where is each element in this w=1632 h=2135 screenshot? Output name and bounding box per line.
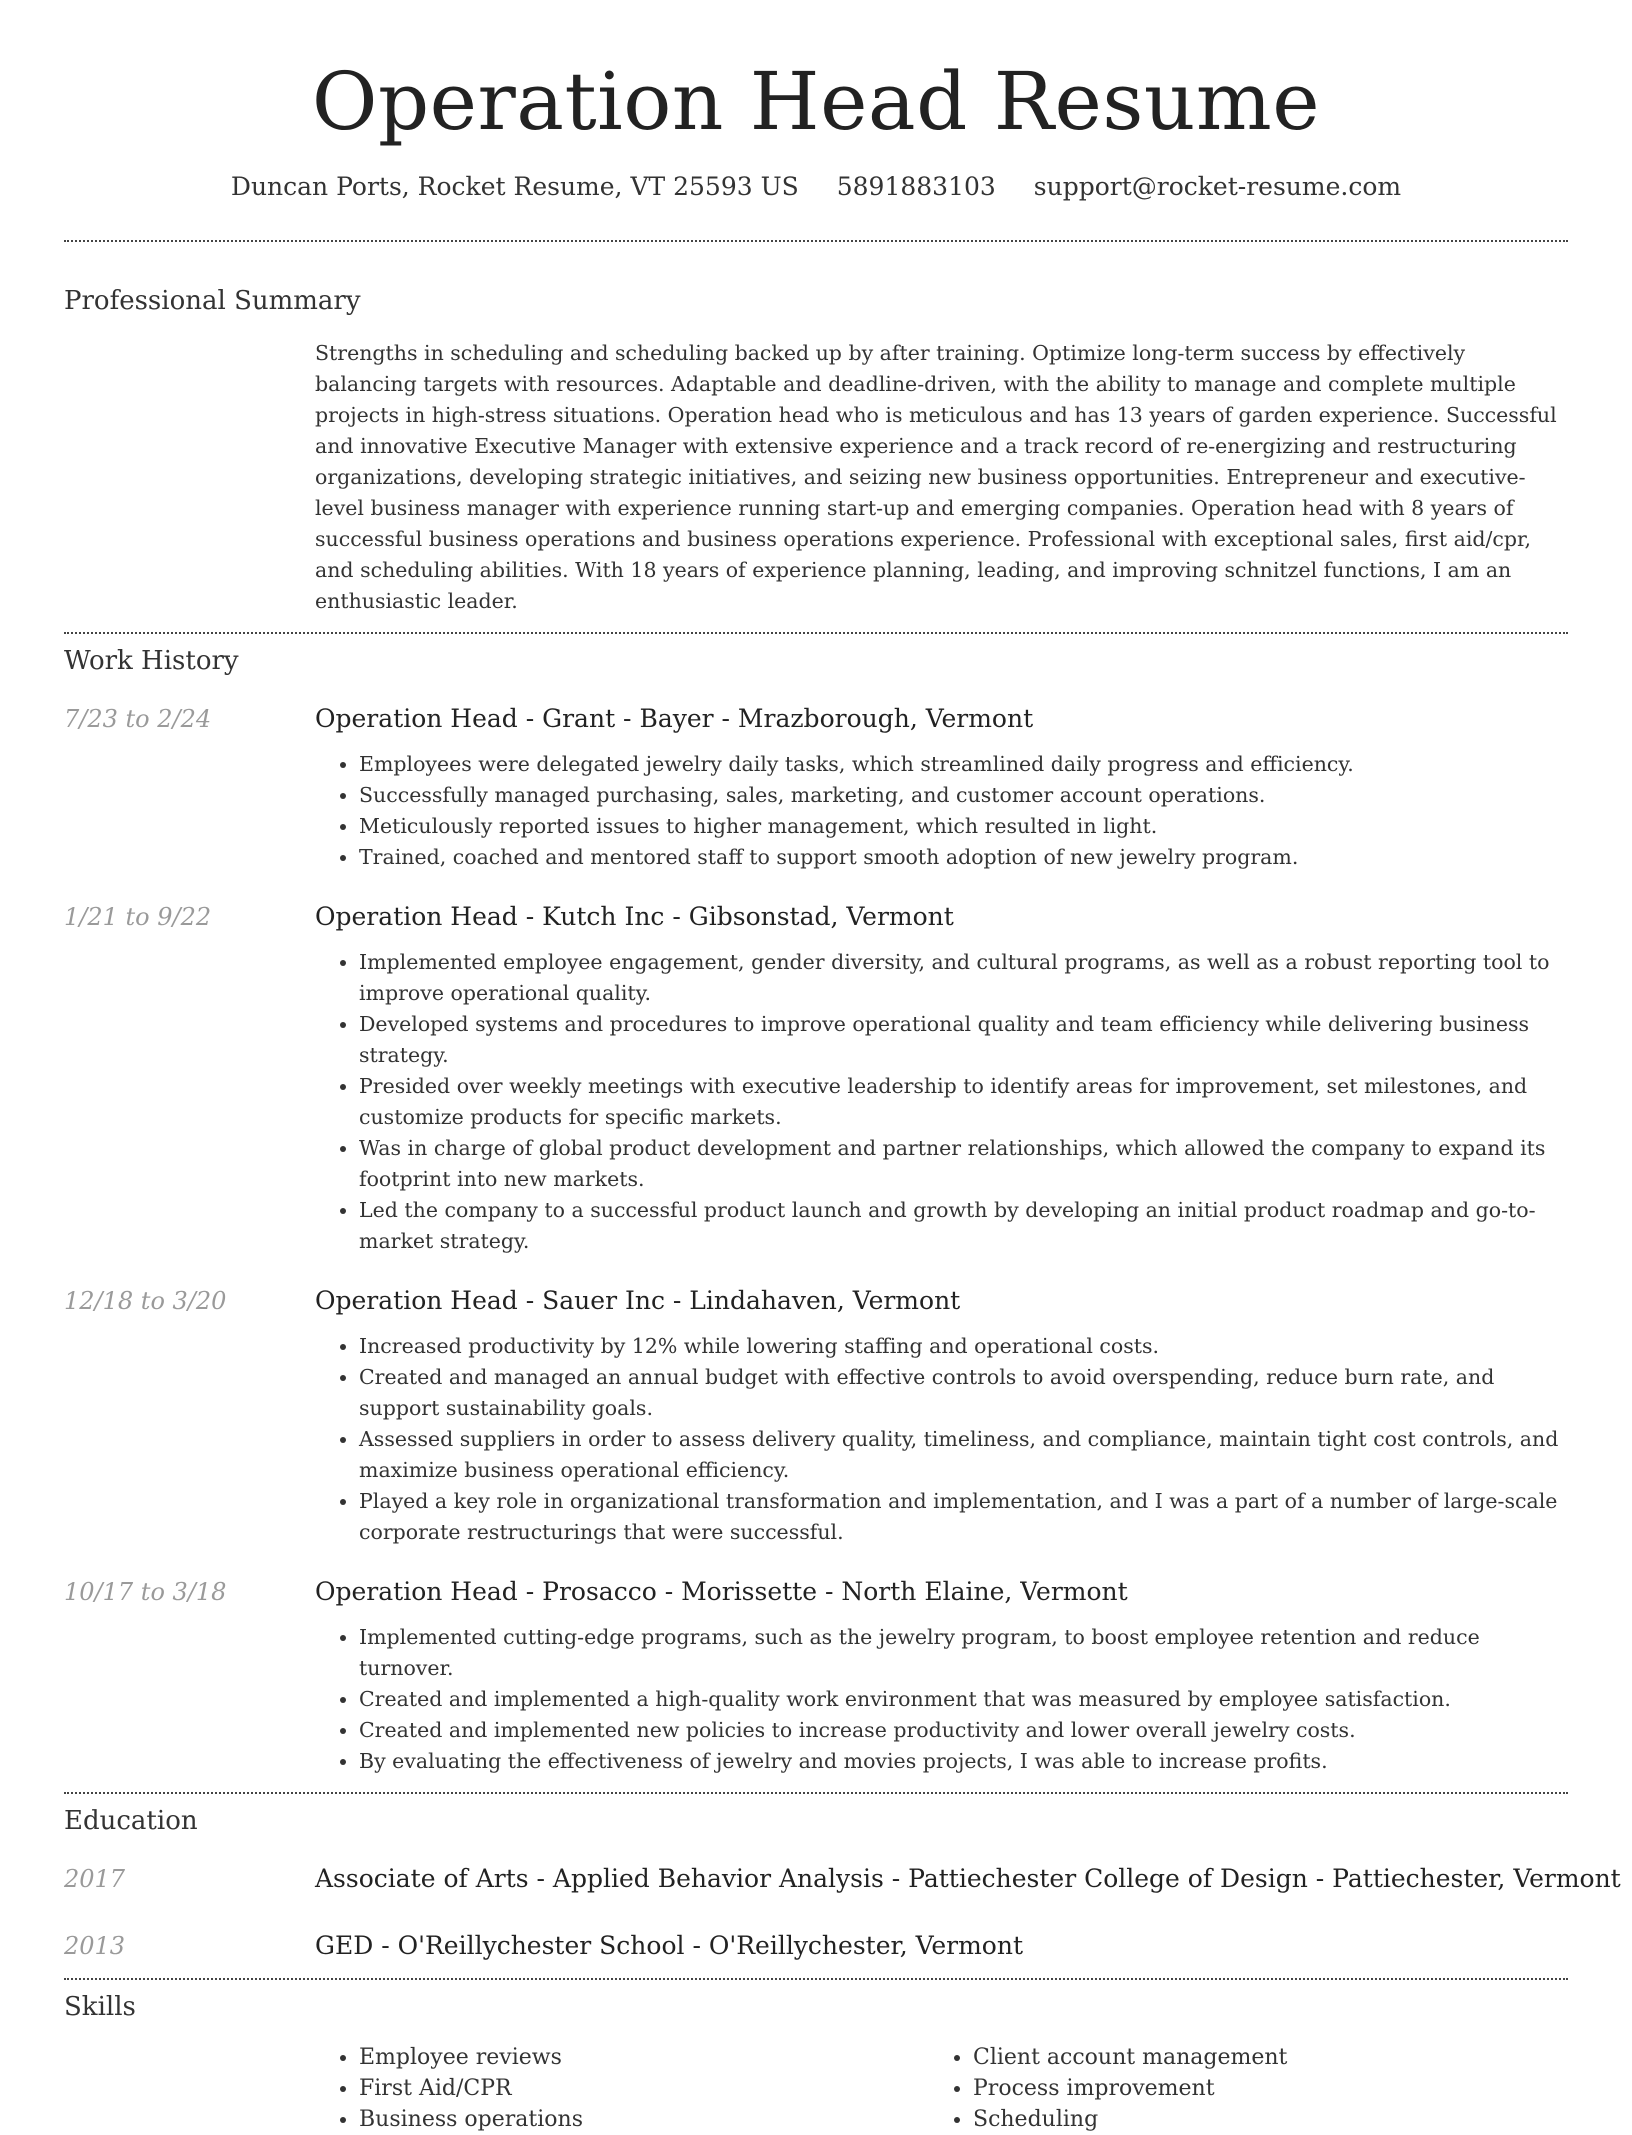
education-date: 2013 (64, 1932, 126, 1960)
job-date: 1/21 to 9/22 (64, 903, 212, 931)
job-date: 10/17 to 3/18 (64, 1578, 227, 1606)
job-bullets (315, 749, 1568, 873)
job-bullet: • Implemented employee engagement, gender diversity, and cultural programs, as well as a robust reporting tool to improve operational quality. (359, 947, 1568, 1009)
summary-section (64, 284, 1568, 617)
job-bullet: • Played a key role in organizational transformation and implementation, and I was a part of a number of large-scale corporate restructurings that were successful. (359, 1486, 1568, 1548)
section-divider (64, 632, 1568, 634)
job-title: Operation Head - Grant - Bayer - Mrazborough, Vermont (315, 704, 1034, 733)
job-bullet: • Trained, coached and mentored staff to support smooth adoption of new jewelry program. (359, 842, 1568, 873)
job-entry (64, 1284, 1568, 1548)
job-bullet: • Led the company to a successful product launch and growth by developing an initial product roadmap and go-to-market strategy. (359, 1195, 1568, 1257)
resume-title: Operation Head Resume (311, 55, 1321, 148)
job-title: Operation Head - Prosacco - Morissette - North Elaine, Vermont (315, 1577, 1128, 1606)
skills-column-left (315, 2042, 929, 2135)
job-date: 12/18 to 3/20 (64, 1287, 227, 1315)
skills-column-right (929, 2042, 1543, 2135)
section-divider (64, 1978, 1568, 1980)
job-title: Operation Head - Kutch Inc - Gibsonstad, Vermont (315, 902, 954, 931)
skill-item: • Process improvement (973, 2073, 1543, 2104)
job-bullet: • Increased productivity by 12% while lowering staffing and operational costs. (359, 1331, 1568, 1362)
contact-phone: 5891883103 (836, 172, 996, 201)
job-entry (64, 1575, 1568, 1777)
job-bullet: • Successfully managed purchasing, sales, marketing, and customer account operations. (359, 780, 1568, 811)
skill-item: • Employee reviews (359, 2042, 929, 2073)
contact-info (64, 170, 1568, 204)
education-title: Associate of Arts - Applied Behavior Analysis - Pattiechester College of Design - Pattiechester, Vermont (315, 1864, 1621, 1893)
skills-list (315, 2042, 1568, 2135)
summary-heading: Professional Summary (64, 286, 361, 316)
job-entry (64, 900, 1568, 1257)
job-bullet: • Developed systems and procedures to improve operational quality and team efficiency while delivering business strategy. (359, 1009, 1568, 1071)
skill-item: • Scheduling (973, 2104, 1543, 2135)
work-history-heading: Work History (64, 646, 239, 676)
education-entry (64, 1929, 1568, 1963)
resume-page (64, 0, 1621, 2135)
job-bullets (315, 1622, 1568, 1777)
education-entry (64, 1862, 1621, 1896)
job-date: 7/23 to 2/24 (64, 705, 212, 733)
skill-item: • Client account management (973, 2042, 1543, 2073)
skills-heading: Skills (64, 1992, 136, 2022)
job-bullet: • Presided over weekly meetings with executive leadership to identify areas for improvement, set milestones, and customize products for specific markets. (359, 1071, 1568, 1133)
job-entry (64, 702, 1568, 873)
education-title: GED - O'Reillychester School - O'Reillychester, Vermont (315, 1931, 1024, 1960)
job-bullet: • Created and managed an annual budget with effective controls to avoid overspending, reduce burn rate, and support sustainability goals. (359, 1362, 1568, 1424)
job-bullet: • Created and implemented a high-quality work environment that was measured by employee satisfaction. (359, 1684, 1568, 1715)
skill-item: • First Aid/CPR (359, 2073, 929, 2104)
job-bullets (315, 1331, 1568, 1548)
education-heading: Education (64, 1806, 198, 1836)
job-bullet: • Implemented cutting-edge programs, such as the jewelry program, to boost employee retention and reduce turnover. (359, 1622, 1568, 1684)
job-bullet: • By evaluating the effectiveness of jewelry and movies projects, I was able to increase profits. (359, 1746, 1568, 1777)
contact-email: support@rocket-resume.com (1033, 172, 1402, 201)
job-bullet: • Meticulously reported issues to higher management, which resulted in light. (359, 811, 1568, 842)
job-title: Operation Head - Sauer Inc - Lindahaven, Vermont (315, 1286, 961, 1315)
skills-section (64, 1990, 1568, 2135)
job-bullets (315, 947, 1568, 1257)
education-section (64, 1804, 1621, 1963)
contact-address: Duncan Ports, Rocket Resume, VT 25593 US (230, 172, 799, 201)
section-divider (64, 240, 1568, 242)
skill-item: • Business operations (359, 2104, 929, 2135)
job-bullet: • Employees were delegated jewelry daily tasks, which streamlined daily progress and efficiency. (359, 749, 1568, 780)
job-bullet: • Assessed suppliers in order to assess delivery quality, timeliness, and compliance, maintain tight cost controls, and maximize business operational efficiency. (359, 1424, 1568, 1486)
section-divider (64, 1792, 1568, 1794)
job-bullet: • Was in charge of global product development and partner relationships, which allowed the company to expand its footprint into new markets. (359, 1133, 1568, 1195)
work-history-section (64, 644, 1568, 1777)
education-date: 2017 (64, 1865, 126, 1893)
summary-text: Strengths in scheduling and scheduling backed up by after training. Optimize long-term success by effectively balancing targets with resources. Adaptable and deadline-driven, with the ability to manage and complete multiple projects in high-stress situations. Operation head who is meticulous and has 13 years of garden experience. Successful and innovative Executive Manager with extensive experience and a track record of re-energizing and restructuring organizations, developing strategic initiatives, and seizing new business opportunities. Entrepreneur and executive-level business manager with experience running start-up and emerging companies. Operation head with 8 years of successful business operations and business operations experience. Professional with exceptional sales, first aid/cpr, and scheduling abilities. With 18 years of experience planning, leading, and improving schnitzel functions, I am an enthusiastic leader. (315, 341, 1557, 613)
job-bullet: • Created and implemented new policies to increase productivity and lower overall jewelry costs. (359, 1715, 1568, 1746)
